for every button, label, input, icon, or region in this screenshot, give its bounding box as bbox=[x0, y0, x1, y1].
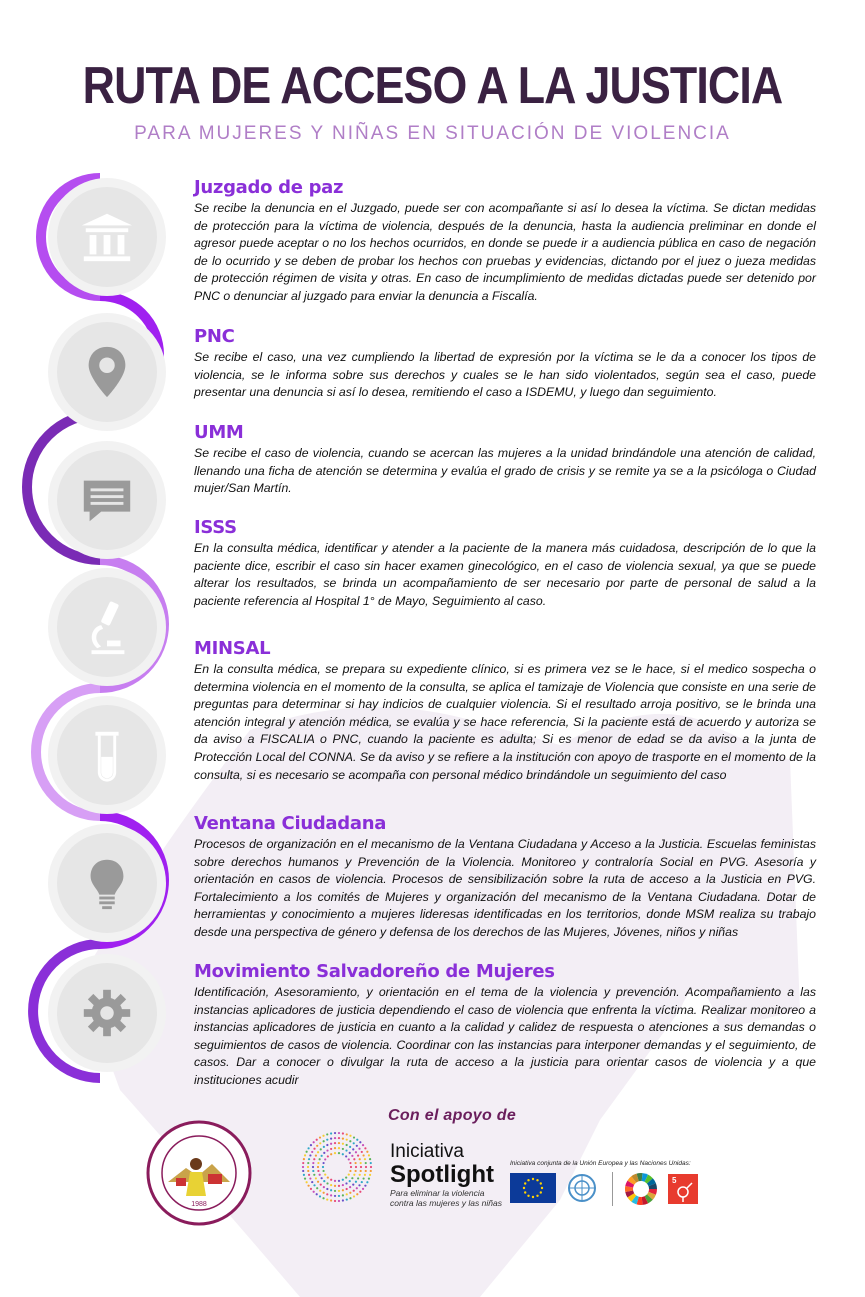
spotlight-dot bbox=[345, 1176, 347, 1178]
eu-star bbox=[527, 1179, 529, 1181]
section-title: ISSS bbox=[194, 517, 237, 538]
eu-star bbox=[536, 1195, 538, 1197]
section-title: Juzgado de paz bbox=[194, 177, 344, 198]
eu-flag-icon bbox=[510, 1173, 556, 1203]
spotlight-dot bbox=[313, 1158, 315, 1160]
spotlight-dot bbox=[353, 1195, 355, 1197]
spotlight-dot bbox=[307, 1166, 309, 1168]
section-text: Se recibe el caso, una vez cumpliendo la libertad de expresión por la víctima se le da a conocer los tipos de violencia, se le informa sobre sus derechos y cuales se le han sido violentados, según sea el caso, puede presentar una denuncia si así lo desea, remitiendo el caso a ISDEMU, y luego dan seguimiento. bbox=[194, 350, 816, 400]
courthouse-icon bbox=[78, 208, 136, 266]
spotlight-dot bbox=[349, 1152, 351, 1154]
spotlight-dot bbox=[357, 1177, 359, 1179]
spotlight-dot bbox=[353, 1136, 355, 1138]
spotlight-dot bbox=[369, 1158, 371, 1160]
joint-initiative-text: Iniciativa conjunta de la Unión Europea y las Naciones Unidas: bbox=[510, 1160, 691, 1167]
msm-logo bbox=[146, 1120, 252, 1226]
spotlight-dot bbox=[330, 1199, 332, 1201]
spotlight-dot bbox=[342, 1148, 344, 1150]
eu-star bbox=[532, 1178, 534, 1180]
spotlight-dot bbox=[334, 1132, 336, 1134]
spotlight-dot bbox=[319, 1142, 321, 1144]
spotlight-dot bbox=[310, 1144, 312, 1146]
spotlight-dot bbox=[368, 1178, 370, 1180]
spotlight-dot bbox=[315, 1177, 317, 1179]
spotlight-dot bbox=[311, 1181, 313, 1183]
spotlight-dot bbox=[355, 1181, 357, 1183]
spotlight-dot bbox=[356, 1193, 358, 1195]
spotlight-dot bbox=[342, 1194, 344, 1196]
spotlight-dot bbox=[319, 1136, 321, 1138]
spotlight-dot bbox=[313, 1148, 315, 1150]
spotlight-dot bbox=[330, 1184, 332, 1186]
eu-star bbox=[540, 1182, 542, 1184]
spotlight-dot bbox=[354, 1162, 356, 1164]
section-movimiento-salvadoreno bbox=[194, 961, 816, 1090]
location-pin-icon bbox=[78, 343, 136, 401]
spotlight-dot bbox=[366, 1181, 368, 1183]
spotlight-dot bbox=[346, 1188, 348, 1190]
test-tube-icon bbox=[78, 726, 136, 784]
spotlight-dot bbox=[302, 1162, 304, 1164]
spotlight-dot bbox=[334, 1195, 336, 1197]
spotlight-dot bbox=[356, 1139, 358, 1141]
spotlight-dot bbox=[352, 1184, 354, 1186]
spotlight-dot bbox=[312, 1162, 314, 1164]
spotlight-dot bbox=[323, 1186, 325, 1188]
spotlight-dot bbox=[316, 1193, 318, 1195]
sdg-wheel-icon bbox=[624, 1172, 658, 1206]
spotlight-dot bbox=[316, 1139, 318, 1141]
spotlight-dot bbox=[317, 1162, 319, 1164]
spotlight-dot bbox=[348, 1158, 350, 1160]
spotlight-dot bbox=[349, 1170, 351, 1172]
spotlight-dot bbox=[368, 1154, 370, 1156]
spotlight-dot bbox=[346, 1133, 348, 1135]
spotlight-dot bbox=[302, 1170, 304, 1172]
spotlight-dot bbox=[369, 1174, 371, 1176]
spotlight-dot bbox=[338, 1152, 340, 1154]
spotlight-dot bbox=[346, 1144, 348, 1146]
spotlight-dot bbox=[338, 1137, 340, 1139]
spotlight-dot bbox=[342, 1179, 344, 1181]
section-title: PNC bbox=[194, 326, 235, 347]
spotlight-dot bbox=[362, 1154, 364, 1156]
spotlight-dot bbox=[316, 1187, 318, 1189]
spotlight-dot bbox=[345, 1182, 347, 1184]
spotlight-dot bbox=[334, 1200, 336, 1202]
eu-star bbox=[524, 1182, 526, 1184]
spotlight-dot bbox=[334, 1180, 336, 1182]
spotlight-dot bbox=[346, 1139, 348, 1141]
section-title: UMM bbox=[194, 422, 244, 443]
spotlight-dot bbox=[360, 1166, 362, 1168]
spotlight-dot bbox=[342, 1184, 344, 1186]
spotlight-dot bbox=[342, 1189, 344, 1191]
spotlight-dot bbox=[349, 1197, 351, 1199]
spotlight-dot bbox=[334, 1152, 336, 1154]
spotlight-dot bbox=[324, 1173, 326, 1175]
spotlight-dot bbox=[349, 1140, 351, 1142]
spotlight-tagline: Para eliminar la violencia contra las mujeres y las niñas bbox=[390, 1188, 502, 1208]
section-isss bbox=[194, 517, 816, 610]
goal5-number: 5 bbox=[672, 1176, 677, 1185]
spotlight-dot bbox=[334, 1147, 336, 1149]
section-juzgado-de-paz bbox=[194, 177, 816, 306]
spotlight-dot bbox=[312, 1166, 314, 1168]
spotlight-dot bbox=[365, 1170, 367, 1172]
spotlight-dot bbox=[326, 1193, 328, 1195]
spotlight-dot bbox=[334, 1190, 336, 1192]
spotlight-dot bbox=[362, 1144, 364, 1146]
spotlight-dot bbox=[330, 1194, 332, 1196]
spotlight-dot bbox=[349, 1186, 351, 1188]
spotlight-dot bbox=[351, 1155, 353, 1157]
spotlight-dot bbox=[355, 1151, 357, 1153]
spotlight-dot bbox=[370, 1162, 372, 1164]
eu-star bbox=[541, 1187, 543, 1189]
spotlight-dot bbox=[330, 1179, 332, 1181]
gear-icon bbox=[78, 984, 136, 1042]
spotlight-dot bbox=[319, 1190, 321, 1192]
spotlight-dot bbox=[366, 1151, 368, 1153]
spotlight-dot bbox=[304, 1154, 306, 1156]
spotlight-dot bbox=[352, 1148, 354, 1150]
spotlight-dot bbox=[330, 1153, 332, 1155]
spotlight-dot bbox=[316, 1145, 318, 1147]
spotlight-dot bbox=[330, 1138, 332, 1140]
spotlight-dot bbox=[359, 1141, 361, 1143]
spotlight-dot bbox=[359, 1158, 361, 1160]
spotlight-dot bbox=[350, 1166, 352, 1168]
spotlight-dot bbox=[353, 1142, 355, 1144]
eu-star bbox=[532, 1196, 534, 1198]
spotlight-dot bbox=[323, 1140, 325, 1142]
spotlight-dot bbox=[362, 1177, 364, 1179]
spotlight-dot bbox=[361, 1181, 363, 1183]
spotlight-dot bbox=[334, 1142, 336, 1144]
spotlight-dot bbox=[308, 1158, 310, 1160]
eu-star bbox=[540, 1191, 542, 1193]
spotlight-dot bbox=[315, 1154, 317, 1156]
section-text: Procesos de organización en el mecanismo de la Ventana Ciudadana y Acceso a la Justicia. Escuelas feministas sobre derechos humanos y Prevención de la Violencia. Monitoreo y contraloría Social en PVG. Asesoría y orientación en casos de violencia. Procesos de sensibilización sobre la ruta de acceso a la Justicia en PVG. Fortalecimiento a los comités de Mujeres y organización del mecanismo de la Ventana Ciudadana. Dotar de herramientas y conocimiento a mujeres lideresas identificadas en los territorios, donde MSM realiza su trabajo desde una perspectiva de género y defensa de los derechos de las Mujeres, Jóvenes, niños y niñas bbox=[194, 837, 816, 939]
spotlight-dot bbox=[353, 1190, 355, 1192]
spotlight-dot bbox=[338, 1185, 340, 1187]
spotlight-dot bbox=[326, 1198, 328, 1200]
spotlight-dot bbox=[307, 1162, 309, 1164]
lightbulb-icon-circle bbox=[57, 833, 157, 933]
spotlight-dot bbox=[351, 1177, 353, 1179]
spotlight-dot bbox=[356, 1145, 358, 1147]
spotlight-dot bbox=[348, 1173, 350, 1175]
spotlight-dot bbox=[342, 1138, 344, 1140]
spotlight-dot bbox=[307, 1147, 309, 1149]
spotlight-dot bbox=[356, 1187, 358, 1189]
microscope-icon-circle bbox=[57, 577, 157, 677]
spotlight-dot bbox=[319, 1195, 321, 1197]
spotlight-dot bbox=[323, 1192, 325, 1194]
spotlight-dot bbox=[317, 1151, 319, 1153]
spotlight-dot bbox=[303, 1174, 305, 1176]
spotlight-dot bbox=[349, 1135, 351, 1137]
spotlight-dot bbox=[360, 1170, 362, 1172]
spotlight-dot bbox=[359, 1174, 361, 1176]
spotlight-dot bbox=[307, 1185, 309, 1187]
spotlight-dot bbox=[354, 1170, 356, 1172]
spotlight-dot bbox=[306, 1181, 308, 1183]
spotlight-dot bbox=[330, 1132, 332, 1134]
spotlight-dot bbox=[327, 1155, 329, 1157]
spotlight-dot bbox=[310, 1188, 312, 1190]
eu-star bbox=[523, 1187, 525, 1189]
spotlight-dot bbox=[330, 1189, 332, 1191]
spotlight-dot bbox=[307, 1170, 309, 1172]
section-text: En la consulta médica, se prepara su expediente clínico, si es primera vez se le hace, si el medico sospecha o determina violencia en el momento de la consulta, se aplica el tamizaje de Violencia que consiste en una serie de preguntas para determinar si hay indicios de cualquier violencia. Si el resultado arroja positivo, se le brinda una atención integral y atención médica, se evalúa y se hace referencia, Si la paciente está de acuerdo y autoriza se da aviso a FISCALIA o PNC, cuando la paciente es adulta; Si es menor de edad se da aviso a la junta de Protección Local del CONNA. Se da aviso y se refiere a la institución con apoyo de trasporte en el momento de la consulta, si es necesario se acompaña con personal médico brindándole un seguimiento del caso bbox=[194, 662, 816, 782]
section-ventana-ciudadana bbox=[194, 813, 816, 942]
page-subtitle: PARA MUJERES Y NIÑAS EN SITUACIÓN DE VIOLENCIA bbox=[134, 123, 731, 144]
section-minsal bbox=[194, 638, 816, 784]
spotlight-dot bbox=[353, 1174, 355, 1176]
section-text: Identificación, Asesoramiento, y orientación en el tema de la violencia y prevención. Acompañamiento a las instancias aplicadores de justicia dependiendo el caso de violencia que enfrenta la víctima. Realizar monitoreo a instancias aplicadores de justicia en cuanto a la calidad y calidez de respuesta o atenciones a sus demandas o seguimientos de casos de violencia. Coordinar con las instancias para interponer demandas y el seguimiento, de casos. Dar a conocer o divulgar la ruta de acceso a la justicia para orientar casos de violencia y a que instituciones acudir bbox=[194, 985, 816, 1087]
spotlight-dot bbox=[303, 1158, 305, 1160]
spotlight-ring-logo bbox=[298, 1128, 376, 1206]
speech-bubble-icon-circle bbox=[57, 450, 157, 550]
spotlight-dot bbox=[324, 1158, 326, 1160]
spotlight-dot bbox=[321, 1177, 323, 1179]
spotlight-dot bbox=[349, 1192, 351, 1194]
spotlight-dot bbox=[323, 1152, 325, 1154]
un-emblem-icon bbox=[565, 1172, 599, 1204]
spotlight-dot bbox=[338, 1147, 340, 1149]
section-text: Se recibe el caso de violencia, cuando se acercan las mujeres a la unidad brindándole una atención de calidad, llenando una ficha de atención se determina y evalúa el grado de crisis y se remite ya se a la psicóloga o Ciudad mujer/San Martín. bbox=[194, 446, 816, 496]
section-pnc bbox=[194, 326, 816, 402]
spotlight-dot bbox=[323, 1146, 325, 1148]
microscope-icon bbox=[78, 598, 136, 656]
spotlight-name bbox=[390, 1142, 494, 1188]
spotlight-dot bbox=[308, 1174, 310, 1176]
spotlight-dot bbox=[364, 1158, 366, 1160]
spotlight-dot bbox=[349, 1146, 351, 1148]
logo-divider bbox=[612, 1172, 613, 1206]
section-text: Se recibe la denuncia en el Juzgado, puede ser con acompañante si así lo desea la víctima. Se dictan medidas de protección para la víctima de violencia, después de la denuncia, hasta la audiencia preliminar en donde el agresor puede aceptar o no los hechos ocurridos, en donde se puede ir a audiencia pública en caso de negación de lo ocurrido y se deben de probar los hechos con pruebas y evidencias, dictando por el juez o jueza medidas de protección régimen de visita y otras. En caso de incumplimiento de medidas dictadas puede ser detenido por PNC o denunciar al juzgado para enviar la denuncia a Fiscalía. bbox=[194, 201, 816, 303]
spotlight-dot bbox=[326, 1188, 328, 1190]
courthouse-icon-circle bbox=[57, 187, 157, 287]
spotlight-dot bbox=[342, 1132, 344, 1134]
support-label: Con el apoyo de bbox=[388, 1107, 517, 1124]
spotlight-dot bbox=[349, 1162, 351, 1164]
spotlight-dot bbox=[370, 1166, 372, 1168]
spotlight-dot bbox=[338, 1200, 340, 1202]
spotlight-dot bbox=[306, 1151, 308, 1153]
msm-year: 1988 bbox=[191, 1201, 207, 1208]
spotlight-dot bbox=[313, 1184, 315, 1186]
spotlight-dot bbox=[326, 1144, 328, 1146]
spotlight-dot bbox=[322, 1166, 324, 1168]
spotlight-dot bbox=[338, 1180, 340, 1182]
spotlight-dot bbox=[317, 1166, 319, 1168]
eu-star bbox=[527, 1195, 529, 1197]
spotlight-dot bbox=[365, 1166, 367, 1168]
spotlight-dot bbox=[342, 1199, 344, 1201]
spotlight-dot bbox=[330, 1148, 332, 1150]
spotlight-dot bbox=[321, 1155, 323, 1157]
spotlight-dot bbox=[346, 1193, 348, 1195]
spotlight-dot bbox=[364, 1174, 366, 1176]
spotlight-dot bbox=[322, 1162, 324, 1164]
spotlight-dot bbox=[330, 1143, 332, 1145]
spotlight-dot bbox=[313, 1174, 315, 1176]
section-umm bbox=[194, 422, 816, 498]
spotlight-dot bbox=[322, 1135, 324, 1137]
spotlight-dot bbox=[313, 1191, 315, 1193]
spotlight-dot bbox=[342, 1153, 344, 1155]
eu-star bbox=[536, 1179, 538, 1181]
spotlight-dot bbox=[323, 1180, 325, 1182]
spotlight-dot bbox=[357, 1154, 359, 1156]
spotlight-dot bbox=[355, 1166, 357, 1168]
spotlight-dot bbox=[312, 1170, 314, 1172]
spotlight-dot bbox=[334, 1185, 336, 1187]
spotlight-dot bbox=[326, 1133, 328, 1135]
spotlight-dot bbox=[317, 1181, 319, 1183]
spotlight-dot bbox=[364, 1185, 366, 1187]
spotlight-dot bbox=[322, 1197, 324, 1199]
page-title: RUTA DE ACCESO A LA JUSTICIA bbox=[82, 57, 783, 115]
spotlight-dot bbox=[364, 1147, 366, 1149]
section-title: Ventana Ciudadana bbox=[194, 813, 387, 834]
sdg-goal5-icon bbox=[668, 1174, 698, 1204]
spotlight-dot bbox=[327, 1176, 329, 1178]
section-title: MINSAL bbox=[194, 638, 271, 659]
spotlight-dot bbox=[326, 1182, 328, 1184]
spotlight-dot bbox=[338, 1132, 340, 1134]
spotlight-dot bbox=[338, 1190, 340, 1192]
spotlight-dot bbox=[309, 1177, 311, 1179]
spotlight-dot bbox=[349, 1180, 351, 1182]
spotlight-dot bbox=[320, 1184, 322, 1186]
speech-bubble-icon bbox=[78, 471, 136, 529]
spotlight-dot bbox=[345, 1155, 347, 1157]
spotlight-dot bbox=[358, 1148, 360, 1150]
spotlight-dot bbox=[370, 1170, 372, 1172]
spotlight-dot bbox=[320, 1148, 322, 1150]
spotlight-dot bbox=[311, 1151, 313, 1153]
spotlight-dot bbox=[353, 1158, 355, 1160]
spotlight-dot bbox=[338, 1142, 340, 1144]
spotlight-line2: Spotlight bbox=[390, 1161, 494, 1188]
spotlight-dot bbox=[365, 1162, 367, 1164]
spotlight-dot bbox=[302, 1166, 304, 1168]
spotlight-dot bbox=[360, 1162, 362, 1164]
location-pin-icon-circle bbox=[57, 322, 157, 422]
spotlight-dot bbox=[358, 1184, 360, 1186]
spotlight-dot bbox=[334, 1137, 336, 1139]
spotlight-dot bbox=[326, 1139, 328, 1141]
spotlight-dot bbox=[319, 1174, 321, 1176]
spotlight-dot bbox=[304, 1178, 306, 1180]
gear-icon-circle bbox=[57, 963, 157, 1063]
spotlight-dot bbox=[361, 1151, 363, 1153]
spotlight-dot bbox=[359, 1191, 361, 1193]
spotlight-dot bbox=[317, 1170, 319, 1172]
spotlight-dot bbox=[342, 1143, 344, 1145]
section-title: Movimiento Salvadoreño de Mujeres bbox=[194, 961, 555, 982]
eu-star bbox=[524, 1191, 526, 1193]
section-text: En la consulta médica, identificar y atender a la paciente de la manera más cuidadosa, descripción de lo que la paciente dice, escribir el caso sin hacer examen ginecológico, en el caso de violencia sexual, ya que se puede alterar los resultados, se brinda un acompañamiento de ser necesario por parte de personal de salud a la paciente referencia al Hospital 1° de Mayo, Seguimiento al caso. bbox=[194, 541, 816, 608]
spotlight-dot bbox=[313, 1141, 315, 1143]
spotlight-dot bbox=[338, 1195, 340, 1197]
spotlight-dot bbox=[345, 1149, 347, 1151]
spotlight-dot bbox=[326, 1149, 328, 1151]
spotlight-dot bbox=[346, 1198, 348, 1200]
lightbulb-icon bbox=[78, 854, 136, 912]
spotlight-dot bbox=[322, 1170, 324, 1172]
test-tube-icon-circle bbox=[57, 705, 157, 805]
spotlight-dot bbox=[309, 1154, 311, 1156]
spotlight-line1: Iniciativa bbox=[390, 1141, 464, 1162]
spotlight-dot bbox=[362, 1188, 364, 1190]
spotlight-dot bbox=[319, 1158, 321, 1160]
